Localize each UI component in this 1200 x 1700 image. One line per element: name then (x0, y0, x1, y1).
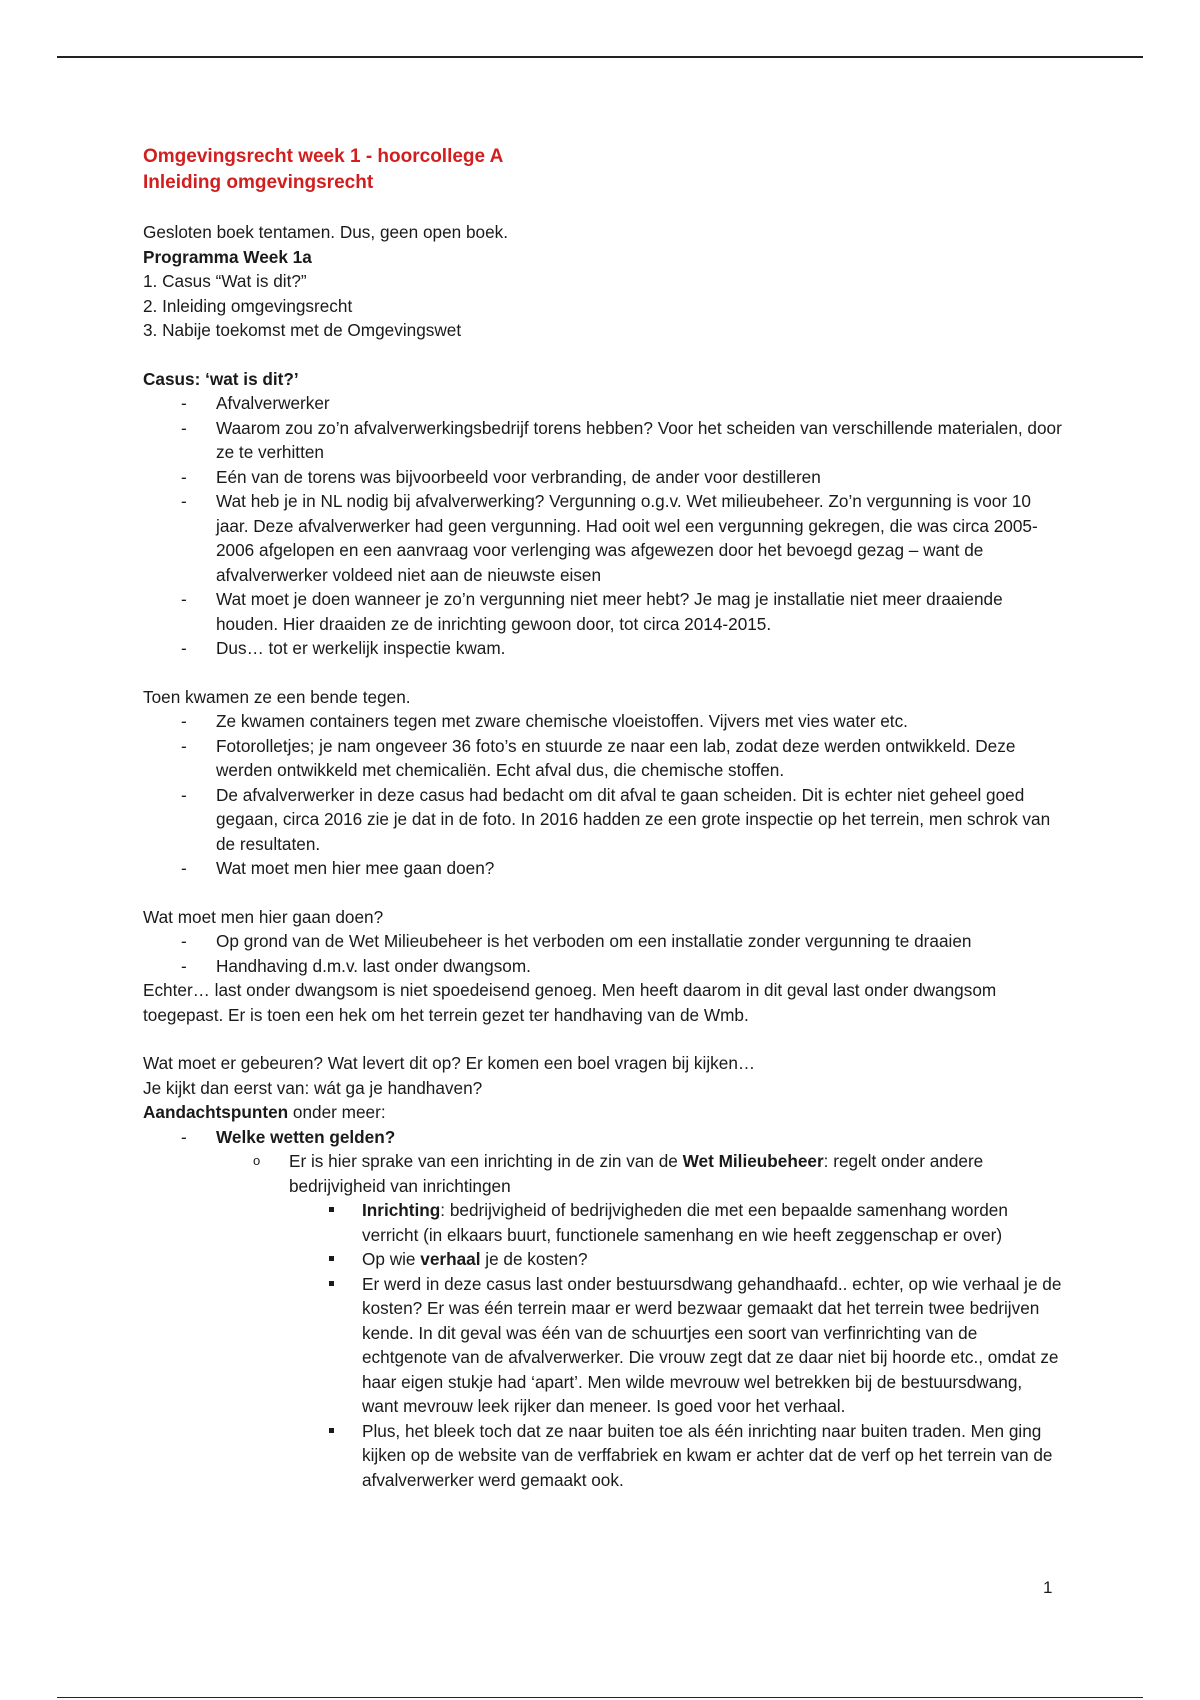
list-item: - Waarom zou zo’n afvalverwerkingsbedrijf torens hebben? Voor het scheiden van verschillende materialen, door ze te verhitten (143, 416, 1063, 465)
bende-list (143, 709, 1063, 881)
list-item: - Wat moet je doen wanneer je zo’n vergunning niet meer hebt? Je mag je installatie niet meer draaiende houden. Hier draaiden ze de inrichting gewoon door, tot circa 2014-2015. (143, 587, 1063, 636)
vragen-line: Wat moet er gebeuren? Wat levert dit op? Er komen een boel vragen bij kijken… (143, 1053, 756, 1073)
doc-subtitle: Inleiding omgevingsrecht (143, 172, 374, 193)
programma-heading: Programma Week 1a (143, 246, 312, 267)
doen-after: Echter… last onder dwangsom is niet spoedeisend genoeg. Men heeft daarom in dit geval last onder dwangsom toegepast. Er is toen een hek om het terrein gezet ter handhaving van de Wmb. (143, 980, 997, 1025)
aandacht-list (143, 1125, 1063, 1150)
list-item: Op wie verhaal je de kosten? (289, 1247, 1063, 1272)
list-item: Er werd in deze casus last onder bestuursdwang gehandhaafd.. echter, op wie verhaal je de kosten? Er was één terrein maar er werd bezwaar gemaakt dat het terrein twee bedrijven kende. In dit geval was één van de schuurtjes een soort van verfinrichting van de echtgenote van de afvalverwerker. Die vrouw zegt dat ze daar niet bij hoorde etc., omdat ze haar eigen stukje had ‘apart’. Men wilde mevrouw wel betrekken bij de bestuursdwang, want mevrouw leek rijker dan meneer. Is goed voor het verhaal. (289, 1272, 1063, 1419)
list-item: - Fotorolletjes; je nam ongeveer 36 foto’s en stuurde ze naar een lab, zodat deze werden ontwikkeld. Deze werden ontwikkeld met chemicaliën. Echt afval dus, die chemische stoffen. (143, 734, 1063, 783)
list-item: - Wat heb je in NL nodig bij afvalverwerking? Vergunning o.g.v. Wet milieubeheer. Zo’n vergunning is voor 10 jaar. Deze afvalverwerker had geen vergunning. Had ooit wel een vergunning gekregen, die was circa 2005-2006 afgelopen en een aanvraag voor verlenging was afgewezen door het bevoegd gezag – want de afvalverwerker voldeed niet aan de nieuwste eisen (143, 489, 1063, 587)
vragen-line: Je kijkt dan eerst van: wát ga je handhaven? (143, 1077, 483, 1098)
list-item: - Dus… tot er werkelijk inspectie kwam. (143, 636, 1063, 661)
list-item: - Handhaving d.m.v. last onder dwangsom. (143, 954, 1063, 979)
list-item: - Op grond van de Wet Milieubeheer is het verboden om een installatie zonder vergunning te draaien (143, 929, 1063, 954)
programma-item: 2. Inleiding omgevingsrecht (143, 295, 353, 316)
list-item: Inrichting: bedrijvigheid of bedrijvigheden die met een bepaalde samenhang worden verricht (in elkaars buurt, functionele samenhang en wie heeft zeggenschap er over) (289, 1198, 1063, 1247)
programma-item: 3. Nabije toekomst met de Omgevingswet (143, 320, 462, 340)
bende-intro: Toen kwamen ze een bende tegen. (143, 686, 411, 707)
list-item: Plus, het bleek toch dat ze naar buiten toe als één inrichting naar buiten traden. Men ging kijken op de website van de verffabriek en kwam er achter dat de verf op het terrein van de afvalverwerker werd gemaakt ook. (289, 1419, 1063, 1493)
casus-list (143, 391, 1063, 661)
list-item: - Wat moet men hier mee gaan doen? (143, 856, 1063, 881)
list-item: - De afvalverwerker in deze casus had bedacht om dit afval te gaan scheiden. Dit is echter niet geheel goed gegaan, circa 2016 zie je dat in de foto. In 2016 hadden ze een grote inspectie op het terrein, men schrok van de resultaten. (143, 783, 1063, 857)
intro-line: Gesloten boek tentamen. Dus, geen open boek. (143, 222, 509, 242)
inrichting-sublist (289, 1198, 1063, 1492)
aandachtspunten-line: Aandachtspunten onder meer: (143, 1102, 386, 1122)
list-item: o Er is hier sprake van een inrichting in de zin van de Wet Milieubeheer: regelt onder andere bedrijvigheid van inrichtingen Inrichting: bedrijvigheid of bedrijvigheden die met een bepaalde samenhang worden verricht (in elkaars buurt, functionele samenhang en wie heeft zeggenschap er over) Op wie verhaal je de kosten? Er werd in deze casus last onder bestuursdwang gehandhaafd.. echter, op wie verhaal je de kosten? Er was één terrein maar er werd bezwaar gemaakt dat het terrein twee bedrijven kende. In dit geval was één van de schuurtjes een soort van verfinrichting van de echtgenote van de afvalverwerker. Die vrouw zegt dat ze daar niet bij hoorde etc., omdat ze haar eigen stukje had ‘apart’. Men wilde mevrouw wel betrekken bij de bestuursdwang, want mevrouw leek rijker dan meneer. Is goed voor het verhaal. Plus, het bleek toch dat ze naar buiten toe als één inrichting naar buiten traden. Men ging kijken op de website van de verffabriek en kwam er achter dat de verf op het terrein van de afvalverwerker werd gemaakt ook. (216, 1149, 1063, 1492)
programma-item: 1. Casus “Wat is dit?” (143, 271, 307, 291)
list-item: - Ze kwamen containers tegen met zware chemische vloeistoffen. Vijvers met vies water etc. (143, 709, 1063, 734)
page-number: 1 (1043, 1578, 1053, 1597)
doen-intro: Wat moet men hier gaan doen? (143, 906, 384, 927)
list-item: - Welke wetten gelden? (143, 1125, 1063, 1150)
casus-heading: Casus: ‘wat is dit?’ (143, 368, 299, 389)
header-rule (57, 56, 1143, 58)
doc-title: Omgevingsrecht week 1 - hoorcollege A (143, 146, 504, 167)
list-item: - Eén van de torens was bijvoorbeeld voor verbranding, de ander voor destilleren (143, 465, 1063, 490)
doen-list (143, 929, 1063, 978)
wetten-sublist (216, 1149, 1063, 1492)
list-item: - Afvalverwerker (143, 391, 1063, 416)
footer-rule (57, 1697, 1143, 1698)
document-body (143, 144, 1063, 1492)
